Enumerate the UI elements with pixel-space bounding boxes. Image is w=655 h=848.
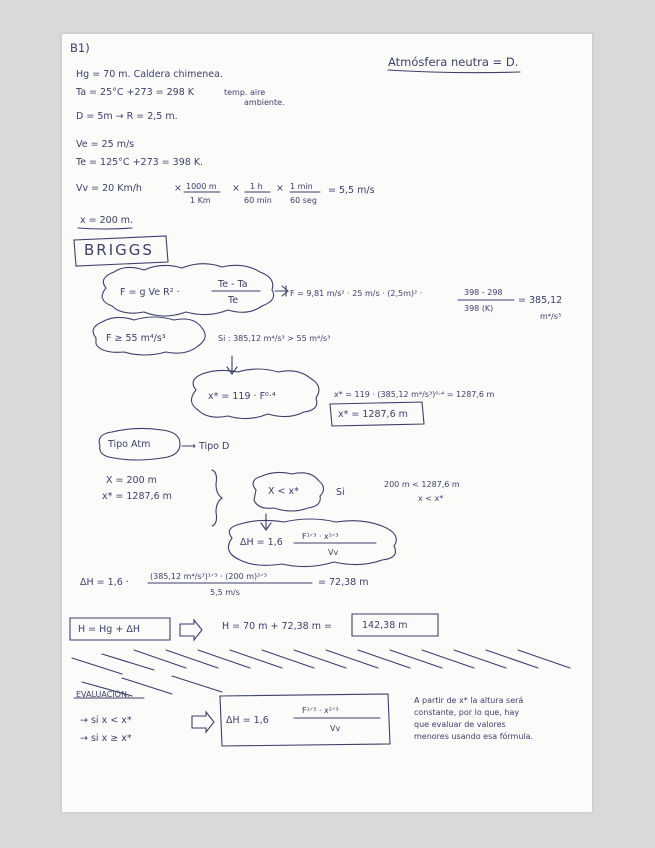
multiply-sign: × [276,183,284,194]
evaluation-case-2: → si x ≥ x* [80,733,132,744]
tipo-atm-bubble: Tipo Atm [108,439,151,450]
delta-h-subst-num: (385,12 m⁴/s³)¹ᐟ³ · (200 m)²ᐟ³ [150,572,267,581]
vv-factor2-num: 1 h [250,182,263,191]
delta-h-subst-den: 5,5 m/s [210,588,240,597]
evaluation-title: EVALUACIÓN. [76,690,130,699]
tipo-d: → Tipo D [188,441,230,452]
delta-h-formula-lhs: ΔH = 1,6 [240,537,283,548]
height-formula: H = Hg + ΔH [78,624,140,635]
tipo-check-2: x < x* [418,494,444,503]
evaluation-case-1: → si x < x* [80,715,132,726]
tipo-x: X = 200 m [106,475,157,486]
height-substitution: H = 70 m + 72,38 m = [222,621,332,632]
evaluation-note-line-3: que evaluar de valores [414,720,506,729]
f-condition-check: Si : 385,12 m⁴/s³ > 55 m⁴/s³ [218,334,331,343]
tipo-xstar: x* = 1287,6 m [102,491,172,502]
f-formula-num: Te - Ta [218,279,248,290]
vv-factor2-den: 60 min [244,196,272,205]
multiply-sign: × [232,183,240,194]
f-formula-den: Te [228,295,239,306]
delta-h-formula-num: F¹ᐟ³ · x²ᐟ³ [302,532,339,541]
delta-h-subst-lhs: ΔH = 1,6 · [80,577,129,588]
given-ta: Ta = 25°C +273 = 298 K [76,87,195,98]
vv-result: = 5,5 m/s [328,185,375,196]
f-condition: F ≥ 55 m⁴/s³ [106,333,166,344]
evaluation-box-lhs: ΔH = 1,6 [226,715,269,726]
notebook-page [62,34,592,812]
tipo-si: Si [336,487,345,498]
vv-factor3-num: 1 min [290,182,313,191]
vv-factor3-den: 60 seg [290,196,317,205]
given-te: Te = 125°C +273 = 398 K. [76,157,204,168]
delta-h-formula-den: Vv [328,548,339,557]
xstar-substitution: x* = 119 · (385,12 m⁴/s³)⁰·⁴ = 1287,6 m [334,390,495,399]
tipo-condition: X < x* [268,486,299,497]
f-result: = 385,12 [518,295,563,306]
f-subst-den: 398 (K) [464,304,494,313]
given-ta-note-2: ambiente. [244,98,285,107]
briggs-title: BRIGGS [84,241,154,259]
given-ve: Ve = 25 m/s [76,139,135,150]
given-x: x = 200 m. [80,215,134,226]
given-vv-lhs: Vv = 20 Km/h [76,183,142,194]
evaluation-box-num: F¹ᐟ³ · x²ᐟ³ [302,706,339,715]
vv-factor1-num: 1000 m [186,182,217,191]
f-formula-lhs: F = g Ve R² · [120,287,180,298]
problem-id: B1) [70,41,90,55]
multiply-sign: × [174,183,182,194]
given-ta-note-1: temp. aire [224,88,266,97]
atmosphere-note: Atmósfera neutra = D. [388,55,519,69]
f-substitution: F = 9,81 m/s² · 25 m/s · (2,5m)² · [290,289,423,298]
evaluation-box-den: Vv [330,724,341,733]
f-subst-num: 398 - 298 [464,288,503,297]
given-hg: Hg = 70 m. Caldera chimenea. [76,69,223,80]
given-d: D = 5m → R = 2,5 m. [76,111,178,122]
xstar-boxed-result: x* = 1287,6 m [338,409,408,420]
vv-factor1-den: 1 Km [190,196,211,205]
f-result-unit: m⁴/s³ [540,312,562,321]
xstar-formula: x* = 119 · F⁰·⁴ [208,391,276,402]
delta-h-result: = 72,38 m [318,577,369,588]
evaluation-note-line-2: constante, por lo que, hay [414,708,520,717]
tipo-check-1: 200 m < 1287,6 m [384,480,460,489]
height-result: 142,38 m [362,620,408,631]
evaluation-note-line-4: menores usando esa fórmula. [414,732,534,741]
evaluation-note-line-1: A partir de x* la altura será [414,696,524,705]
